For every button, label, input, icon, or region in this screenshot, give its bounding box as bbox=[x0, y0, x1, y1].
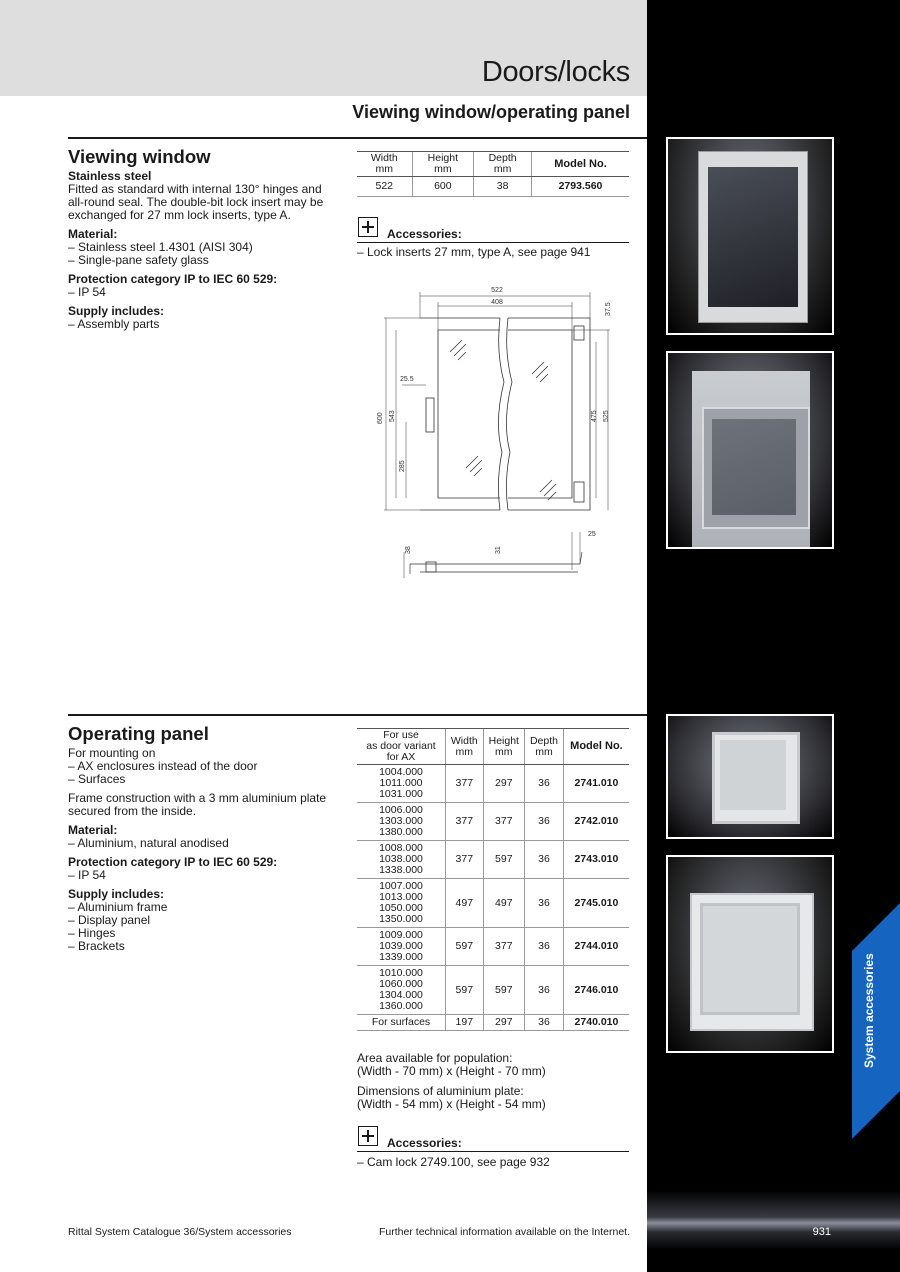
table-cell: 2744.010 bbox=[563, 928, 629, 966]
dim-label: 31 bbox=[495, 546, 502, 554]
list-item: – Aluminium frame bbox=[68, 900, 168, 914]
operating-panel-description: Frame construction with a 3 mm aluminium plate secured from the inside. bbox=[68, 791, 327, 818]
plus-icon bbox=[358, 217, 378, 237]
table-cell: 377 bbox=[446, 765, 484, 803]
supply-label: Supply includes: bbox=[68, 304, 165, 318]
glass-hatch bbox=[540, 480, 556, 500]
viewing-window-photo bbox=[666, 137, 834, 335]
list-item: – Assembly parts bbox=[68, 317, 160, 331]
glass-hatch bbox=[532, 362, 548, 382]
protection-label: Protection category IP to IEC 60 529: bbox=[68, 855, 278, 869]
mounting-label: For mounting on bbox=[68, 746, 156, 760]
table-cell: 2743.010 bbox=[563, 841, 629, 879]
table-cell: 36 bbox=[525, 928, 564, 966]
plate-note: Dimensions of aluminium plate: (Width - 54 mm) x (Height - 54 mm) bbox=[357, 1084, 546, 1111]
table-row bbox=[357, 765, 629, 803]
table-cell: 1006.000 1303.000 1380.000 bbox=[357, 803, 446, 841]
table-row bbox=[357, 177, 629, 197]
break-line bbox=[498, 318, 504, 510]
table-cell: 377 bbox=[446, 841, 484, 879]
section-rule bbox=[68, 137, 647, 139]
table-cell: 597 bbox=[483, 841, 524, 879]
table-cell: 36 bbox=[525, 765, 564, 803]
table-header: Height mm bbox=[483, 729, 524, 765]
accessories-label: Accessories: bbox=[387, 1136, 462, 1150]
list-item: – Hinges bbox=[68, 926, 116, 940]
operating-panel-photo bbox=[666, 714, 834, 839]
plus-icon bbox=[358, 1126, 378, 1146]
section-tab-label: System accessories bbox=[862, 953, 876, 1068]
glass-hatch bbox=[466, 456, 482, 476]
viewing-window-subheading: Stainless steel bbox=[68, 169, 152, 183]
list-item: – Single-pane safety glass bbox=[68, 253, 209, 267]
accessories-rule bbox=[357, 242, 629, 243]
dim-label: 408 bbox=[491, 299, 503, 306]
table-row bbox=[357, 879, 629, 928]
material-label: Material: bbox=[68, 227, 118, 241]
accessory-item: – Lock inserts 27 mm, type A, see page 941 bbox=[357, 245, 591, 259]
table-header: Width mm bbox=[357, 152, 412, 177]
table-header-row bbox=[357, 152, 629, 177]
table-header: For use as door variant for AX bbox=[357, 729, 446, 765]
table-cell: 597 bbox=[446, 928, 484, 966]
list-item: – AX enclosures instead of the door bbox=[68, 759, 258, 773]
list-item: – Display panel bbox=[68, 913, 151, 927]
operating-panel-surface-photo bbox=[666, 855, 834, 1053]
table-cell: 497 bbox=[446, 879, 484, 928]
table-cell: 2740.010 bbox=[563, 1015, 629, 1031]
dim-label: 25.5 bbox=[400, 376, 414, 383]
table-header: Depth mm bbox=[525, 729, 564, 765]
table-cell: 377 bbox=[446, 803, 484, 841]
table-row bbox=[357, 928, 629, 966]
table-cell: 2745.010 bbox=[563, 879, 629, 928]
hinge-bottom bbox=[574, 482, 584, 502]
viewing-window-table bbox=[357, 151, 629, 197]
operating-panel-heading: Operating panel bbox=[68, 723, 209, 744]
list-item: – IP 54 bbox=[68, 868, 106, 882]
glass-outline bbox=[438, 330, 572, 498]
list-item: – Stainless steel 1.4301 (AISI 304) bbox=[68, 240, 253, 254]
table-header-row bbox=[357, 729, 629, 765]
viewing-window-text bbox=[68, 146, 340, 331]
door-frame-outline bbox=[420, 318, 590, 510]
table-row bbox=[357, 1015, 629, 1031]
table-cell: For surfaces bbox=[357, 1015, 446, 1031]
protection-label: Protection category IP to IEC 60 529: bbox=[68, 272, 278, 286]
table-cell: 2746.010 bbox=[563, 966, 629, 1015]
table-header: Height mm bbox=[412, 152, 474, 177]
material-label: Material: bbox=[68, 823, 118, 837]
table-cell: 497 bbox=[483, 879, 524, 928]
table-row bbox=[357, 803, 629, 841]
page-subtitle: Viewing window/operating panel bbox=[352, 102, 630, 122]
list-item: – Aluminium, natural anodised bbox=[68, 836, 229, 850]
viewing-window-heading: Viewing window bbox=[68, 146, 211, 167]
table-cell: 2742.010 bbox=[563, 803, 629, 841]
footer-catalogue: Rittal System Catalogue 36/System accessories bbox=[68, 1226, 292, 1238]
area-note: Area available for population: (Width - 70 mm) x (Height - 70 mm) bbox=[357, 1051, 546, 1078]
table-header: Model No. bbox=[532, 152, 630, 177]
table-header: Width mm bbox=[446, 729, 484, 765]
table-row bbox=[357, 841, 629, 879]
accessories-label: Accessories: bbox=[387, 227, 462, 241]
break-line bbox=[506, 318, 512, 510]
list-item: – Brackets bbox=[68, 939, 125, 953]
table-cell: 36 bbox=[525, 966, 564, 1015]
table-cell: 2793.560 bbox=[532, 177, 630, 197]
dim-label: 25 bbox=[588, 531, 596, 538]
supply-label: Supply includes: bbox=[68, 887, 165, 901]
table-cell: 1004.000 1011.000 1031.000 bbox=[357, 765, 446, 803]
viewing-window-installed-photo bbox=[666, 351, 834, 549]
accessories-rule bbox=[357, 1151, 629, 1152]
dim-label: 475 bbox=[591, 410, 598, 422]
dim-label: 522 bbox=[491, 287, 503, 294]
glass-hatch bbox=[450, 340, 466, 360]
table-cell: 600 bbox=[412, 177, 474, 197]
table-cell: 1010.000 1060.000 1304.000 1360.000 bbox=[357, 966, 446, 1015]
hinge-top bbox=[574, 326, 584, 340]
table-cell: 36 bbox=[525, 1015, 564, 1031]
operating-panel-text bbox=[68, 723, 340, 953]
dim-label: 38 bbox=[405, 546, 412, 554]
table-cell: 597 bbox=[483, 966, 524, 1015]
technical-drawing bbox=[360, 282, 610, 582]
dim-label: 285 bbox=[399, 460, 406, 472]
table-row bbox=[357, 966, 629, 1015]
list-item: – IP 54 bbox=[68, 285, 106, 299]
table-cell: 297 bbox=[483, 765, 524, 803]
operating-panel-table bbox=[357, 728, 629, 1031]
dim-label: 525 bbox=[603, 410, 610, 422]
lock-symbol bbox=[426, 398, 434, 432]
table-cell: 197 bbox=[446, 1015, 484, 1031]
page-number: 931 bbox=[812, 1226, 831, 1238]
table-cell: 377 bbox=[483, 928, 524, 966]
page-title: Doors/locks bbox=[481, 56, 630, 88]
table-cell: 36 bbox=[525, 879, 564, 928]
table-cell: 2741.010 bbox=[563, 765, 629, 803]
table-cell: 38 bbox=[474, 177, 532, 197]
dim-label: 543 bbox=[389, 410, 396, 422]
table-cell: 36 bbox=[525, 803, 564, 841]
table-cell: 1009.000 1039.000 1339.000 bbox=[357, 928, 446, 966]
footer-light-streak bbox=[647, 1190, 900, 1250]
table-cell: 522 bbox=[357, 177, 412, 197]
table-cell: 597 bbox=[446, 966, 484, 1015]
accessory-item: – Cam lock 2749.100, see page 932 bbox=[357, 1155, 550, 1169]
list-item: – Surfaces bbox=[68, 772, 126, 786]
viewing-window-description: Fitted as standard with internal 130° hinges and all-round seal. The double-bit lock insert may be exchanged for 27 mm lock inserts, type A. bbox=[68, 182, 324, 222]
footer-note: Further technical information available on the Internet. bbox=[379, 1226, 630, 1238]
table-header: Depth mm bbox=[474, 152, 532, 177]
table-cell: 377 bbox=[483, 803, 524, 841]
dim-label: 37.5 bbox=[605, 302, 612, 316]
table-cell: 1007.000 1013.000 1050.000 1350.000 bbox=[357, 879, 446, 928]
table-cell: 36 bbox=[525, 841, 564, 879]
section-rule bbox=[68, 714, 647, 716]
table-header: Model No. bbox=[563, 729, 629, 765]
dim-label: 600 bbox=[377, 412, 384, 424]
table-cell: 1008.000 1038.000 1338.000 bbox=[357, 841, 446, 879]
table-cell: 297 bbox=[483, 1015, 524, 1031]
